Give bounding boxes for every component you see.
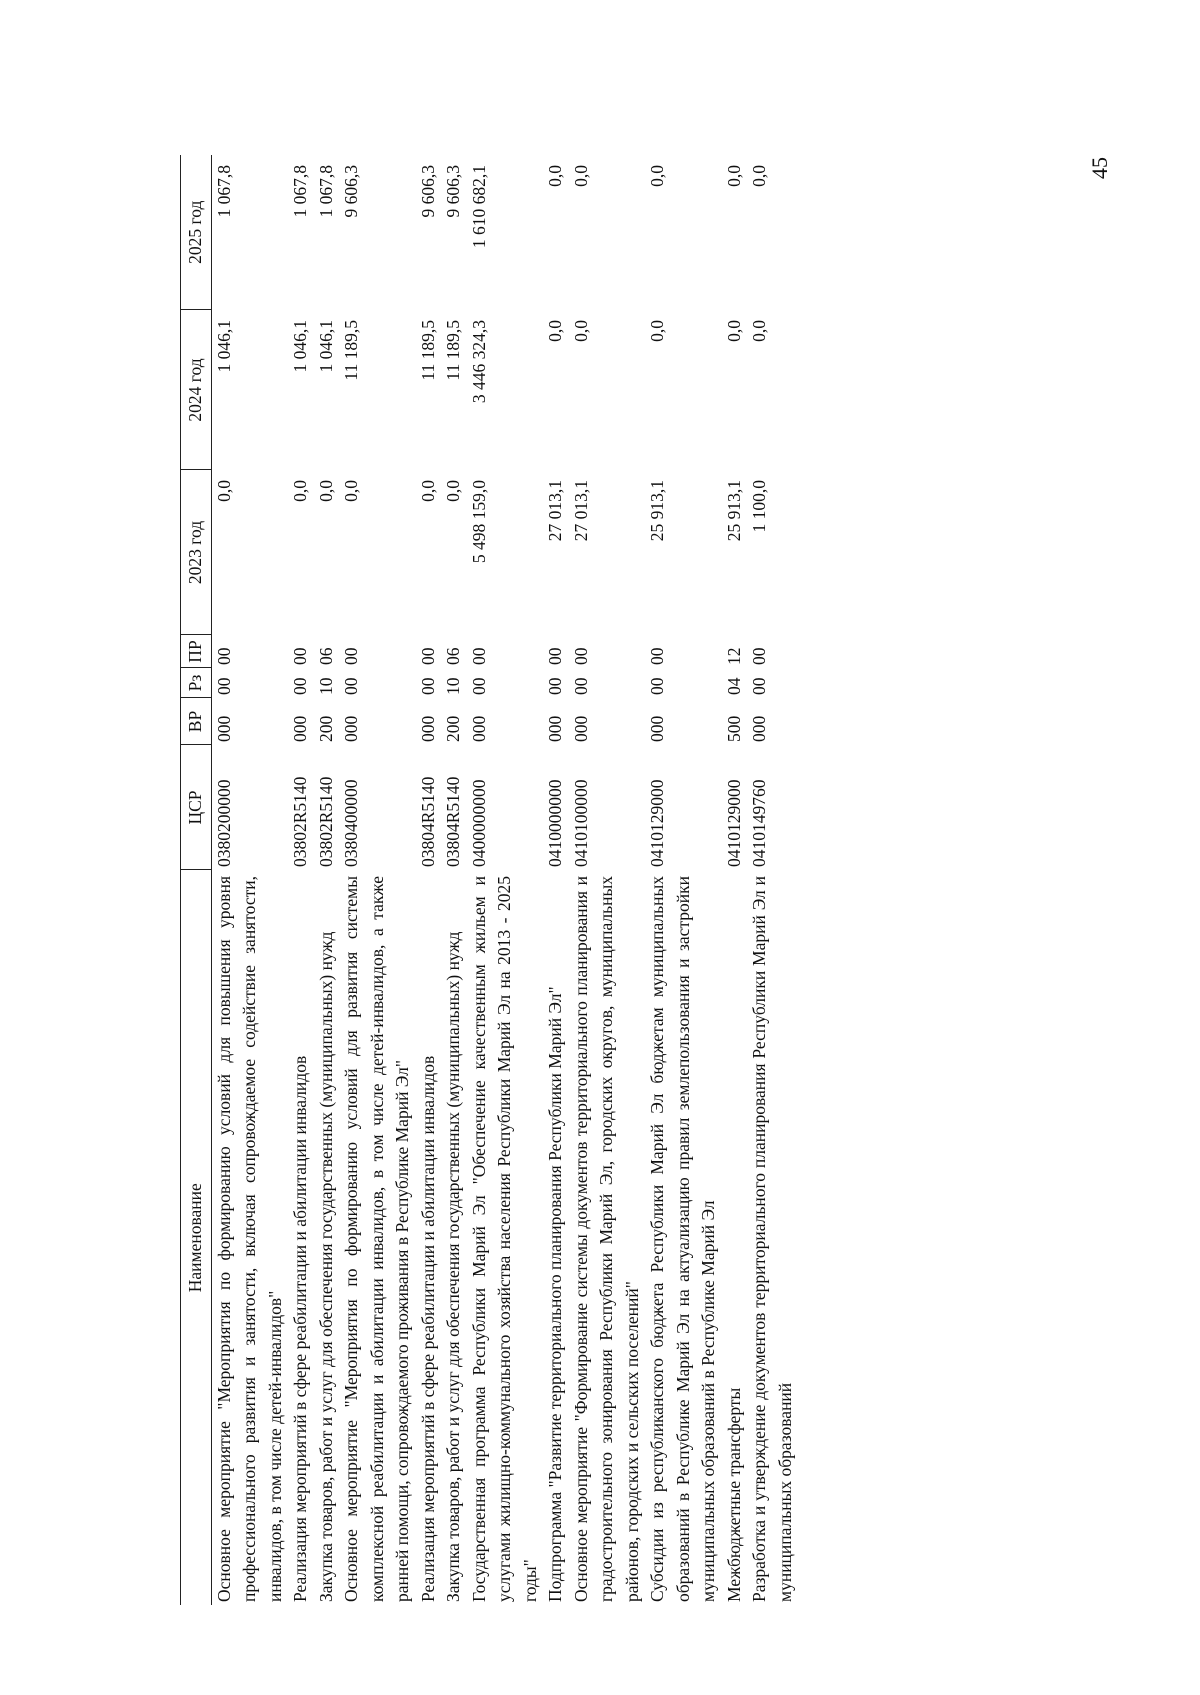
cell-vr: 000 xyxy=(213,715,234,742)
header-rz: Рз xyxy=(181,668,212,698)
cell-2025: 0,0 xyxy=(749,165,769,187)
cell-csr: 03802R5140 xyxy=(290,776,310,867)
cell-2024: 1 046,1 xyxy=(290,320,310,373)
table-row xyxy=(339,155,416,1605)
table-row xyxy=(416,155,442,1605)
cell-2023: 27 013,1 xyxy=(570,480,591,542)
cell-2025: 0,0 xyxy=(545,165,565,187)
table-row xyxy=(441,155,467,1605)
cell-2024: 1 046,1 xyxy=(315,320,336,373)
cell-name: Субсидии из республиканского бюджета Республики Марий Эл бюджетам муниципальных образований в Республике Марий Эл на актуализацию правил землепользования и застройки муниципальных образований в Республике Марий Эл xyxy=(647,876,718,1602)
cell-rz: 00 xyxy=(341,677,361,695)
cell-rz: 00 xyxy=(545,677,565,695)
cell-2024: 11 189,5 xyxy=(341,320,361,381)
cell-vr: 000 xyxy=(468,715,489,742)
cell-2025: 9 606,3 xyxy=(417,165,438,218)
cell-rz: 10 xyxy=(443,677,463,695)
table-row xyxy=(314,155,340,1605)
cell-pr: 00 xyxy=(341,647,361,665)
cell-vr: 000 xyxy=(749,715,769,742)
cell-name: Закупка товаров, работ и услуг для обеспечения государственных (муниципальных) нужд xyxy=(443,931,463,1602)
cell-vr: 000 xyxy=(647,715,667,742)
cell-2024: 0,0 xyxy=(545,320,565,342)
cell-2025: 1 067,8 xyxy=(315,165,336,218)
cell-2024: 0,0 xyxy=(749,320,769,342)
cell-csr: 0400000000 xyxy=(468,779,489,867)
cell-2024: 11 189,5 xyxy=(443,320,463,381)
table-row xyxy=(645,155,722,1605)
cell-pr: 00 xyxy=(749,647,769,665)
cell-pr: 00 xyxy=(545,647,565,665)
rotated-table-sheet xyxy=(180,155,980,1605)
cell-rz: 04 xyxy=(723,677,744,695)
cell-pr: 00 xyxy=(417,647,438,665)
cell-pr: 00 xyxy=(647,647,667,665)
header-2023: 2023 год xyxy=(181,470,212,635)
cell-csr: 03804R5140 xyxy=(443,776,463,867)
cell-2024: 3 446 324,3 xyxy=(468,320,489,404)
cell-2023: 0,0 xyxy=(417,480,438,502)
cell-name: Основное мероприятие "Мероприятия по формированию условий для развития системы комплексной реабилитации и абилитации инвалидов, в том числе детей-инвалидов, а также ранней помощи, сопровождаемого проживания в Республике Марий Эл" xyxy=(341,876,412,1602)
cell-2023: 25 913,1 xyxy=(647,480,667,542)
header-vr: ВР xyxy=(181,698,212,745)
cell-rz: 00 xyxy=(213,677,234,695)
cell-2024: 0,0 xyxy=(570,320,591,342)
cell-2025: 0,0 xyxy=(570,165,591,187)
cell-vr: 200 xyxy=(443,715,463,742)
cell-rz: 00 xyxy=(647,677,667,695)
table-row xyxy=(543,155,569,1605)
header-name: Наименование xyxy=(181,870,212,1605)
cell-2025: 1 067,8 xyxy=(290,165,310,218)
table-body xyxy=(211,155,798,1605)
cell-pr: 00 xyxy=(290,647,310,665)
cell-csr: 0410149760 xyxy=(749,779,769,867)
cell-rz: 00 xyxy=(570,677,591,695)
page-number: 45 xyxy=(1087,157,1112,179)
cell-name: Государственная программа Республики Марий Эл "Обеспечение качественным жильем и услугами жилищно-коммунального хозяйства населения Республики Марий Эл на 2013 - 2025 годы" xyxy=(468,876,540,1602)
cell-2025: 9 606,3 xyxy=(341,165,361,218)
table-row xyxy=(569,155,646,1605)
cell-pr: 06 xyxy=(315,647,336,665)
cell-csr: 03802R5140 xyxy=(315,776,336,867)
table-row xyxy=(722,155,748,1605)
cell-2023: 0,0 xyxy=(290,480,310,502)
cell-name: Разработка и утверждение документов территориального планирования Республики Марий Эл и муниципальных образований xyxy=(749,876,795,1602)
cell-2023: 0,0 xyxy=(315,480,336,502)
header-csr: ЦСР xyxy=(181,745,212,870)
cell-csr: 0410000000 xyxy=(545,779,565,867)
header-pr: ПР xyxy=(181,635,212,668)
cell-vr: 000 xyxy=(545,715,565,742)
cell-csr: 0410129000 xyxy=(723,779,744,867)
cell-rz: 00 xyxy=(749,677,769,695)
cell-2023: 0,0 xyxy=(443,480,463,502)
cell-2023: 0,0 xyxy=(341,480,361,502)
cell-name: Реализация мероприятий в сфере реабилитации и абилитации инвалидов xyxy=(417,1055,438,1602)
cell-pr: 06 xyxy=(443,647,463,665)
cell-csr: 0410100000 xyxy=(570,779,591,867)
cell-2023: 27 013,1 xyxy=(545,480,565,542)
cell-rz: 00 xyxy=(290,677,310,695)
header-2025: 2025 год xyxy=(181,155,212,310)
cell-2023: 0,0 xyxy=(213,480,234,502)
cell-2025: 0,0 xyxy=(647,165,667,187)
cell-name: Основное мероприятие "Мероприятия по формированию условий для повышения уровня профессионального развития и занятости, включая сопровождаемое содействие занятости, инвалидов, в том числе детей-инвалидов" xyxy=(213,876,285,1602)
cell-pr: 12 xyxy=(723,647,744,665)
cell-2025: 1 067,8 xyxy=(213,165,234,218)
cell-2023: 25 913,1 xyxy=(723,480,744,542)
cell-rz: 00 xyxy=(468,677,489,695)
cell-2025: 1 610 682,1 xyxy=(468,165,489,249)
cell-vr: 000 xyxy=(341,715,361,742)
cell-csr: 03804R5140 xyxy=(417,776,438,867)
cell-2025: 9 606,3 xyxy=(443,165,463,218)
cell-csr: 0380400000 xyxy=(341,779,361,867)
cell-2024: 1 046,1 xyxy=(213,320,234,373)
cell-vr: 500 xyxy=(723,715,744,742)
cell-pr: 00 xyxy=(570,647,591,665)
cell-2024: 0,0 xyxy=(647,320,667,342)
cell-2024: 0,0 xyxy=(723,320,744,342)
cell-vr: 000 xyxy=(417,715,438,742)
cell-rz: 10 xyxy=(315,677,336,695)
cell-vr: 000 xyxy=(570,715,591,742)
table-row xyxy=(467,155,544,1605)
cell-name: Основное мероприятие "Формирование системы документов территориального планирования и градостроительного зонирования Республики Марий Эл, городских округов, муниципальных районов, городских и сельских поселений" xyxy=(570,876,642,1602)
cell-name: Закупка товаров, работ и услуг для обеспечения государственных (муниципальных) нужд xyxy=(315,931,336,1602)
cell-rz: 00 xyxy=(417,677,438,695)
cell-pr: 00 xyxy=(468,647,489,665)
cell-vr: 000 xyxy=(290,715,310,742)
cell-2023: 5 498 159,0 xyxy=(468,480,489,564)
cell-2024: 11 189,5 xyxy=(417,320,438,381)
cell-csr: 0380200000 xyxy=(213,779,234,867)
table-header-row xyxy=(181,155,212,1605)
cell-2025: 0,0 xyxy=(723,165,744,187)
cell-pr: 00 xyxy=(213,647,234,665)
table-row xyxy=(211,155,288,1605)
budget-table xyxy=(180,155,798,1605)
cell-name: Межбюджетные трансферты xyxy=(723,1387,744,1602)
header-2024: 2024 год xyxy=(181,310,212,470)
cell-name: Подпрограмма "Развитие территориального планирования Республики Марий Эл" xyxy=(545,986,565,1602)
cell-csr: 0410129000 xyxy=(647,779,667,867)
cell-vr: 200 xyxy=(315,715,336,742)
table-row xyxy=(747,155,798,1605)
cell-name: Реализация мероприятий в сфере реабилитации и абилитации инвалидов xyxy=(290,1055,310,1602)
cell-2023: 1 100,0 xyxy=(749,480,769,533)
table-row xyxy=(288,155,314,1605)
